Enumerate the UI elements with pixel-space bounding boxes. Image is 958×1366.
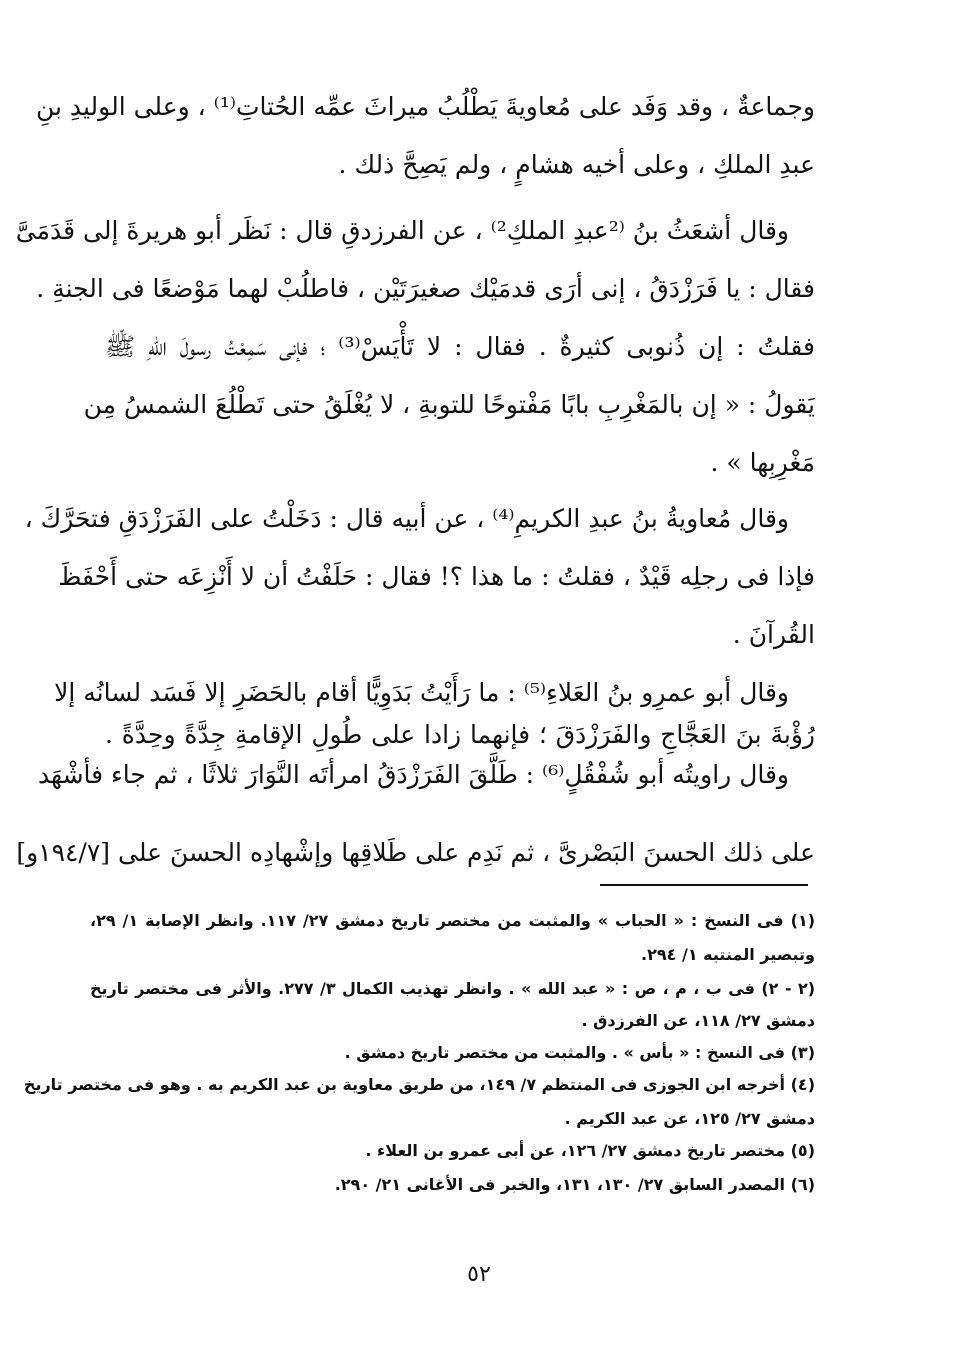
text-line: القُرآنَ . <box>732 620 815 649</box>
footnote-separator <box>600 884 808 886</box>
footnote-line: (٢ - ٢) فى ب ، م ، ص : « عبد الله » . وانظر تهذيب الكمال ٣/ ٢٧٧. والأثر فى مختصر تاريخ <box>90 979 816 998</box>
text-line: فقال : يا فَرَزْدَقُ ، إنى أرَى قدمَيْك صغيرَتَيْن ، فاطلُبْ لهما مَوْضعًا فى الجنةِ . <box>36 274 815 303</box>
text-line: مَغْرِبِها » . <box>710 448 815 477</box>
text-line: وقال راويتُه أبو شُفْقُلٍ⁽⁶⁾ : طَلَّقَ الفَرَزْدَقُ امرأتَه النَّوَارَ ثلاثًا ، ثم جاء فأشْهَد <box>37 760 789 789</box>
footnote-line: (٤) أخرجه ابن الجوزى فى المنتظم ٧/ ١٤٩، من طريق معاوية بن عبد الكريم به . وهو فى مختصر تاريخ <box>23 1075 815 1094</box>
text-line: وجماعةٌ ، وقد وَفَد على مُعاويةَ يَطْلُبُ ميراثَ عمِّه الحُتاتِ⁽¹⁾ ، وعلى الوليدِ بنِ <box>35 92 815 121</box>
footnote-line: دمشق ٢٧/ ١٢٥، عن عبد الكريم . <box>564 1109 815 1128</box>
footnote-line: دمشق ٢٧/ ١١٨، عن الفرزدق . <box>581 1011 815 1030</box>
text-line: عبدِ الملكِ ، وعلى أخيه هشامٍ ، ولم يَصِحَّ ذلك . <box>338 150 815 179</box>
text-line: رُؤْبةَ بنَ العَجَّاجِ والفَرَزْدَقَ ؛ فإنهما زادا على طُولِ الإقامةِ جِدَّةً وحِدَّةً . <box>105 720 815 749</box>
page-number: ٥٢ <box>467 1262 491 1287</box>
text-line: فقلتُ : إن ذُنوبى كثيرةٌ . فقال : لا تَأْيَسْ⁽³⁾ ؛ فإنى سَمِعْتُ رسولَ اللهِ ﷺ <box>105 332 816 361</box>
footnote-line: وتبصير المنتبه ١/ ٢٩٤. <box>641 945 815 964</box>
footnote-line: (٣) فى النسخ : « بأس » . والمثبت من مختصر تاريخ دمشق . <box>344 1043 815 1062</box>
text-line: وقال مُعاويةُ بنُ عبدِ الكريمِ⁽⁴⁾ ، عن أبيه قال : دَخَلْتُ على الفَرَزْدَقِ فتحَرَّكَ ، <box>24 504 789 533</box>
text-line: فإذا فى رجلِه قَيْدٌ ، فقلتُ : ما هذا ؟! فقال : حَلَفْتُ أن لا أَنْزِعَه حتى أَحْفَظَ <box>58 562 815 591</box>
text-line: وقال أشعَثُ بنُ ⁽²عبدِ الملكِ²⁾ ، عن الفرزدقِ قال : نَظَر أبو هريرةَ إلى قَدَمَىَّ <box>15 216 789 245</box>
footnote-line: (١) فى النسخ : « الحباب » والمثبت من مختصر تاريخ دمشق ٢٧/ ١١٧. وانظر الإصابة ١/ ٢٩، <box>90 911 816 930</box>
text-line: على ذلك الحسنَ البَصْرىَّ ، ثم نَدِم على طَلاقِها وإشْهادِه الحسنَ على [١٩٤/٧و] <box>16 838 815 867</box>
footnote-line: (٦) المصدر السابق ٢٧/ ١٣٠، ١٣١، والخبر فى الأغانى ٢١/ ٢٩٠. <box>334 1175 815 1194</box>
text-line: يَقولُ : « إن بالمَغْرِبِ بابًا مَفْتوحًا للتوبةِ ، لا يُغْلَقُ حتى تَطْلُعَ الشمسُ مِن <box>83 390 815 419</box>
footnote-line: (٥) مختصر تاريخ دمشق ٢٧/ ١٢٦، عن أبى عمرو بن العلاء . <box>365 1141 815 1160</box>
text-line: وقال أبو عمرِو بنُ العَلاءِ⁽⁵⁾ : ما رَأَيْتُ بَدَوِيًّا أقام بالحَضَرِ إلا فَسَد لسانُه إلا <box>54 678 789 707</box>
